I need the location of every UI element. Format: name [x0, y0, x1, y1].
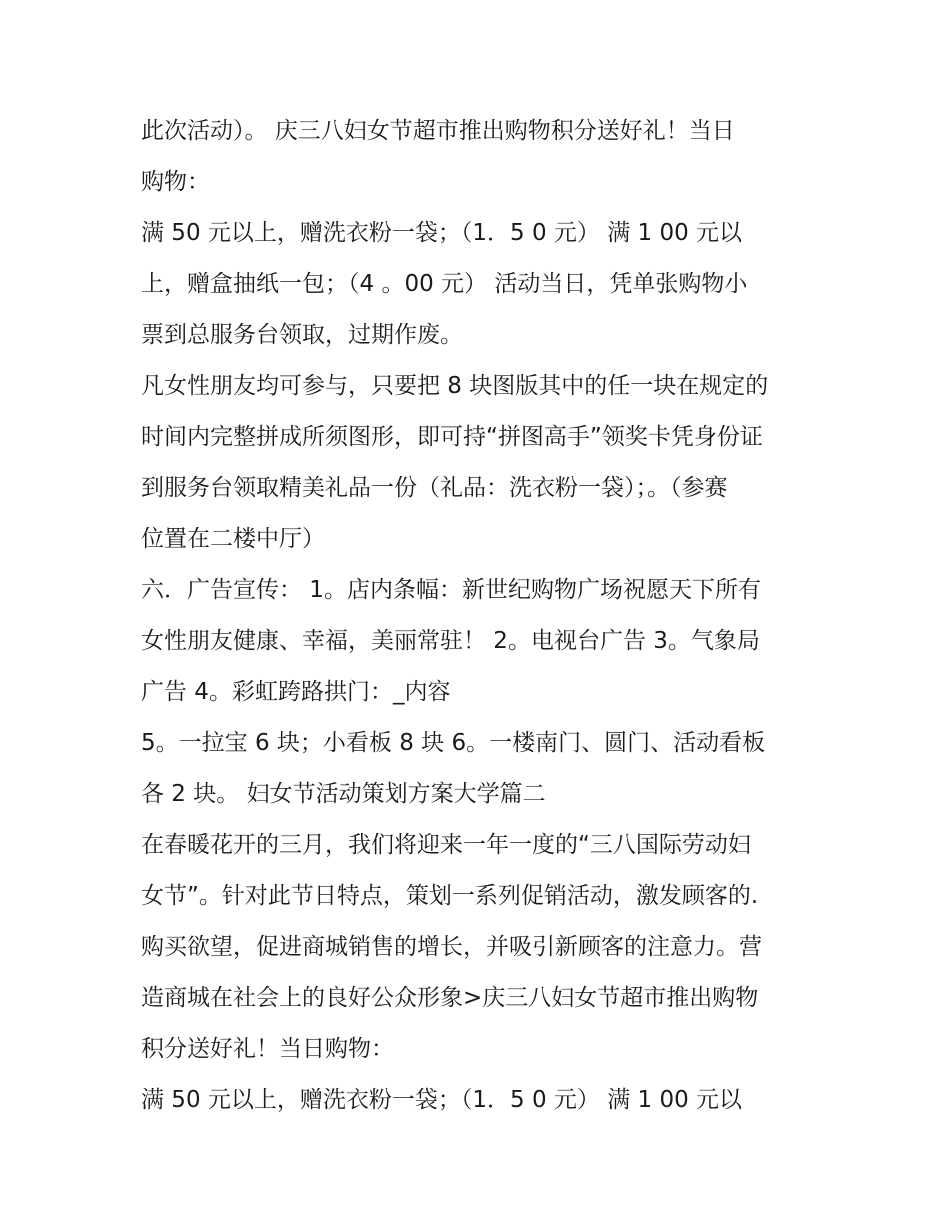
- text-line: 各 2 块。 妇女节活动策划方案大学篇二: [141, 781, 546, 807]
- text-line: 时间内完整拼成所须图形，即可持“拼图高手”领奖卡凭身份证: [141, 424, 763, 450]
- text-line: 位置在二楼中厅）: [141, 526, 325, 552]
- text-line: 上，赠盒抽纸一包；（4 。00 元） 活动当日，凭单张购物小: [141, 271, 748, 297]
- text-line: 广告 4。彩虹跨路拱门：_内容: [141, 679, 451, 705]
- text-line: 满 50 元以上，赠洗衣粉一袋；（1．5 0 元） 满 1 00 元以: [141, 220, 743, 246]
- text-line: 凡女性朋友均可参与，只要把 8 块图版其中的任一块在规定的: [141, 373, 769, 399]
- text-line: 此次活动）。 庆三八妇女节超市推出购物积分送好礼！当日: [141, 118, 735, 144]
- text-line: 到服务台领取精美礼品一份（礼品：洗衣粉一袋）；。（参赛: [141, 475, 728, 501]
- text-line: 女性朋友健康、幸福，美丽常驻！ 2。电视台广告 3。气象局: [141, 628, 760, 654]
- text-line: 购买欲望，促进商城销售的增长，并吸引新顾客的注意力。营: [141, 934, 762, 960]
- text-line: 票到总服务台领取，过期作废。: [141, 322, 463, 348]
- text-line: 5。一拉宝 6 块；小看板 8 块 6。一楼南门、圆门、活动看板: [141, 730, 766, 756]
- text-line: 满 50 元以上，赠洗衣粉一袋；（1．5 0 元） 满 1 00 元以: [141, 1087, 743, 1113]
- text-line: 积分送好礼！当日购物：: [141, 1036, 394, 1062]
- text-line: 六．广告宣传： 1。店内条幅：新世纪购物广场祝愿天下所有: [141, 577, 761, 603]
- text-line: 购物：: [141, 169, 210, 195]
- text-line: 造商城在社会上的良好公众形象>庆三八妇女节超市推出购物: [141, 985, 759, 1011]
- text-line: 在春暖花开的三月，我们将迎来一年一度的“三八国际劳动妇: [141, 832, 751, 858]
- text-line: 女节”。针对此节日特点，策划一系列促销活动，激发顾客的.: [141, 883, 759, 909]
